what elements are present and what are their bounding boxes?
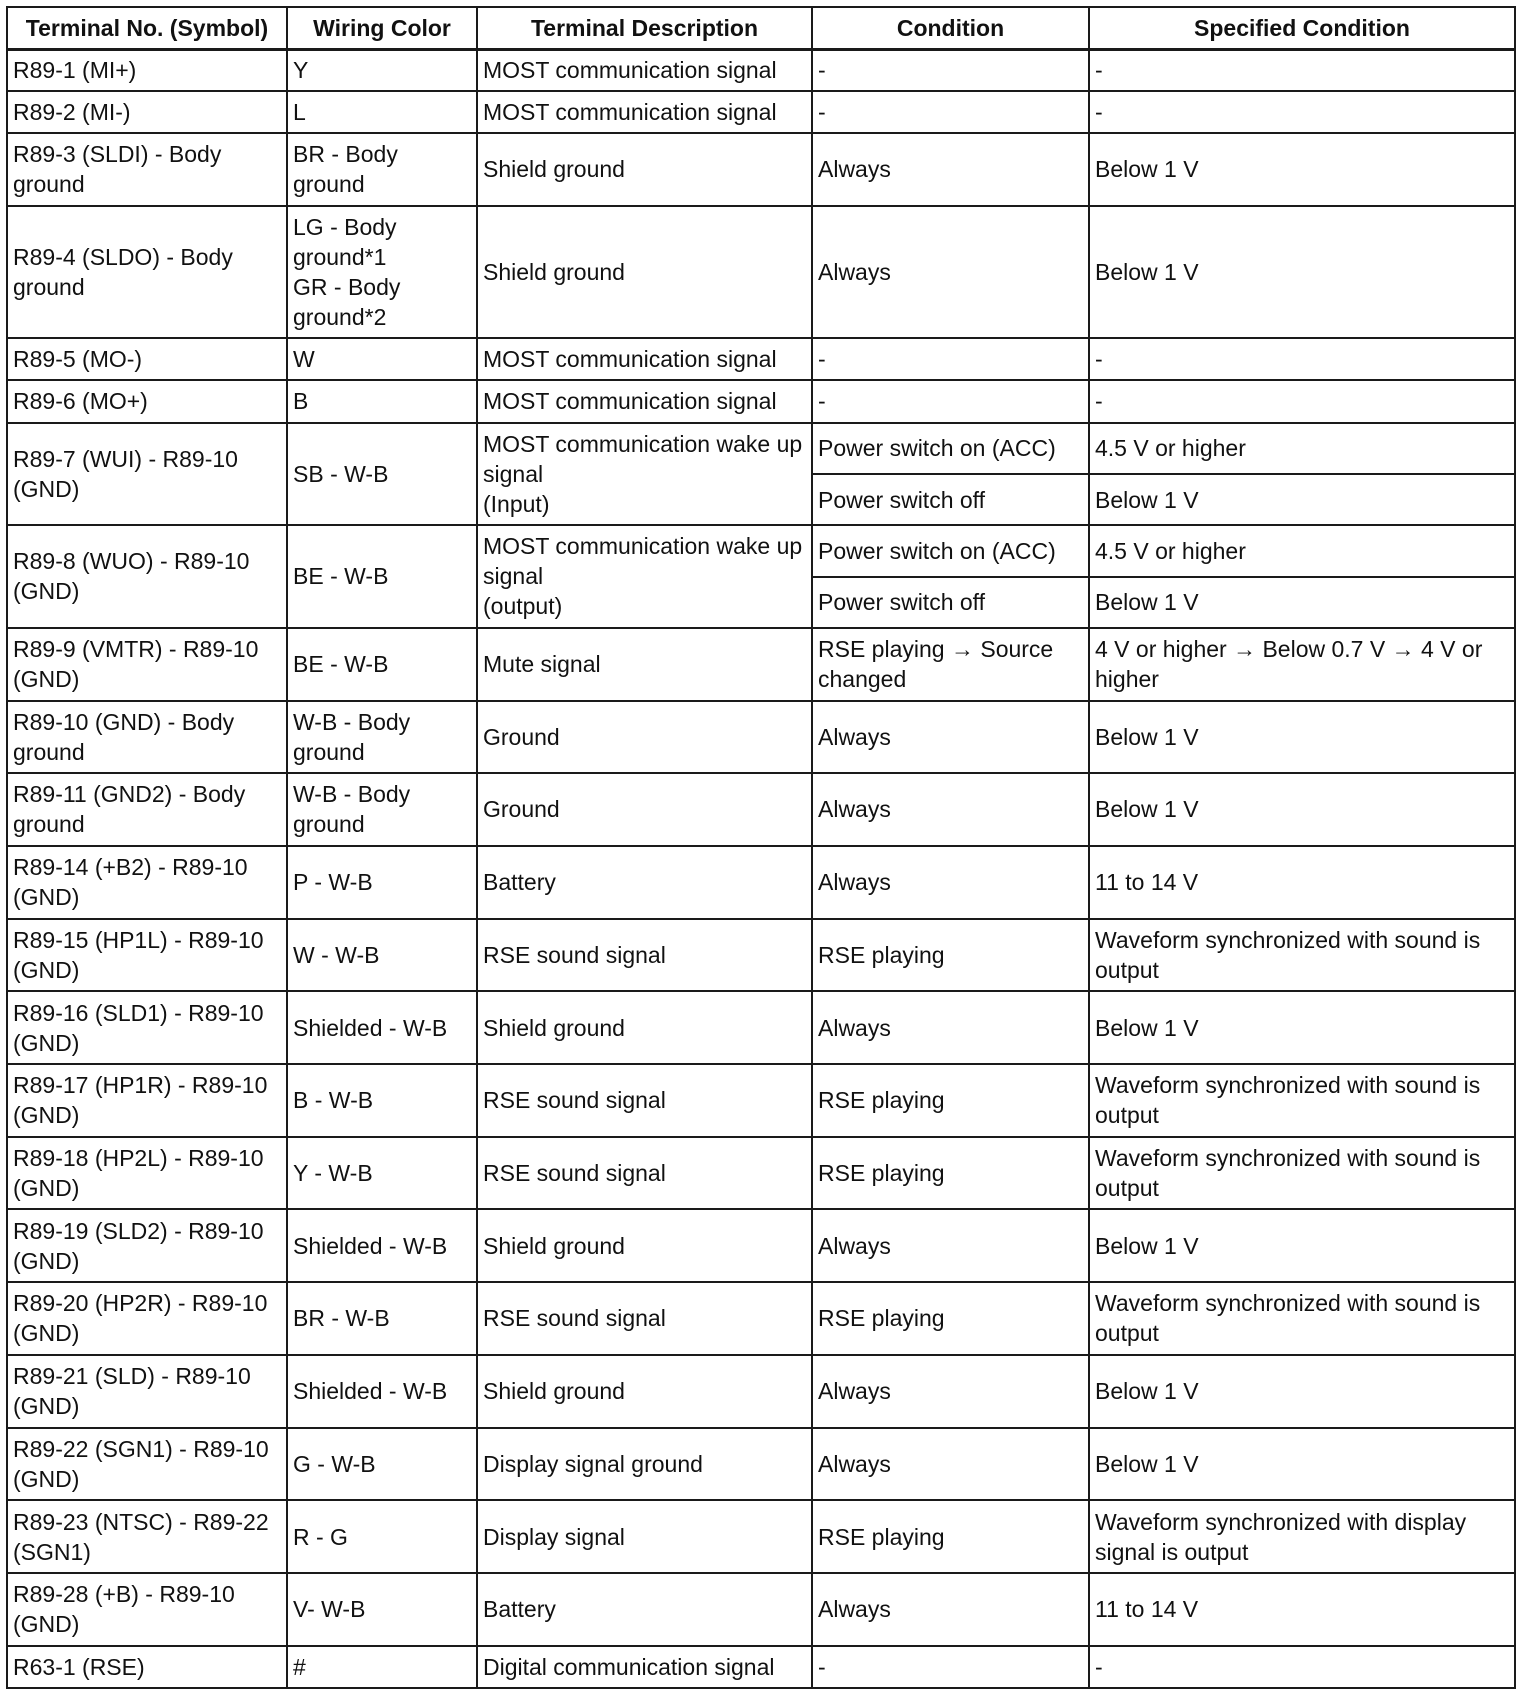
terminal-cell: R89-8 (WUO) - R89-10 (GND) — [7, 525, 287, 628]
wiring-color-cell: W-B - Body ground — [287, 701, 477, 773]
wiring-color-cell: BR - Body ground — [287, 133, 477, 205]
table-row — [7, 525, 1515, 577]
condition-cell: Always — [812, 1573, 1089, 1645]
specified-condition-cell: Below 1 V — [1089, 773, 1515, 845]
terminal-cell: R63-1 (RSE) — [7, 1646, 287, 1688]
specified-condition-cell: 4 V or higher → Below 0.7 V → 4 V or higher — [1089, 628, 1515, 701]
specified-condition-cell: 11 to 14 V — [1089, 1573, 1515, 1645]
table-row — [7, 1064, 1515, 1137]
table-row — [7, 1428, 1515, 1500]
specified-condition-cell: 11 to 14 V — [1089, 846, 1515, 919]
wiring-color-cell: B - W-B — [287, 1064, 477, 1137]
condition-cell: Always — [812, 1428, 1089, 1500]
description-cell: RSE sound signal — [477, 1064, 812, 1137]
description-cell: Shield ground — [477, 991, 812, 1063]
wiring-color-cell: BR - W-B — [287, 1282, 477, 1355]
condition-cell: Always — [812, 133, 1089, 205]
wiring-color-cell: W — [287, 338, 477, 380]
condition-cell: Power switch off — [812, 474, 1089, 525]
description-cell: Digital communication signal — [477, 1646, 812, 1688]
header-condition: Condition — [812, 7, 1089, 49]
table-row — [7, 91, 1515, 133]
wiring-color-cell: BE - W-B — [287, 628, 477, 701]
table-row — [7, 919, 1515, 991]
wiring-color-cell: Y — [287, 49, 477, 91]
header-terminal: Terminal No. (Symbol) — [7, 7, 287, 49]
condition-cell: RSE playing — [812, 919, 1089, 991]
terminal-cell: R89-21 (SLD) - R89-10 (GND) — [7, 1355, 287, 1427]
wiring-color-cell: G - W-B — [287, 1428, 477, 1500]
table-row — [7, 701, 1515, 773]
table-row — [7, 846, 1515, 919]
table-row — [7, 628, 1515, 701]
table-row — [7, 338, 1515, 380]
condition-cell: RSE playing — [812, 1500, 1089, 1573]
condition-cell: RSE playing → Source changed — [812, 628, 1089, 701]
wiring-color-cell: V- W-B — [287, 1573, 477, 1645]
header-wiring-color: Wiring Color — [287, 7, 477, 49]
terminal-cell: R89-16 (SLD1) - R89-10 (GND) — [7, 991, 287, 1063]
specified-condition-cell: - — [1089, 1646, 1515, 1688]
description-cell: Mute signal — [477, 628, 812, 701]
description-cell: Battery — [477, 846, 812, 919]
terminal-cell: R89-6 (MO+) — [7, 380, 287, 422]
condition-cell: - — [812, 338, 1089, 380]
wiring-color-cell: # — [287, 1646, 477, 1688]
description-cell: MOST communication signal — [477, 338, 812, 380]
specified-condition-cell: 4.5 V or higher — [1089, 525, 1515, 577]
header-specified-condition: Specified Condition — [1089, 7, 1515, 49]
terminal-cell: R89-15 (HP1L) - R89-10 (GND) — [7, 919, 287, 991]
condition-cell: Power switch on (ACC) — [812, 525, 1089, 577]
wiring-color-cell: B — [287, 380, 477, 422]
description-cell: Ground — [477, 773, 812, 845]
condition-cell: Always — [812, 1209, 1089, 1281]
wiring-color-cell: R - G — [287, 1500, 477, 1573]
condition-cell: - — [812, 91, 1089, 133]
wiring-color-cell: LG - Body ground*1 GR - Body ground*2 — [287, 206, 477, 339]
wiring-color-cell: Y - W-B — [287, 1137, 477, 1209]
specified-condition-cell: 4.5 V or higher — [1089, 423, 1515, 475]
specified-condition-cell: Waveform synchronized with sound is output — [1089, 1282, 1515, 1355]
terminal-cell: R89-22 (SGN1) - R89-10 (GND) — [7, 1428, 287, 1500]
terminal-cell: R89-18 (HP2L) - R89-10 (GND) — [7, 1137, 287, 1209]
wiring-color-cell: Shielded - W-B — [287, 991, 477, 1063]
condition-cell: Always — [812, 206, 1089, 339]
table-row — [7, 773, 1515, 845]
specified-condition-cell: - — [1089, 338, 1515, 380]
description-cell: RSE sound signal — [477, 1137, 812, 1209]
description-cell: Shield ground — [477, 133, 812, 205]
terminal-cell: R89-17 (HP1R) - R89-10 (GND) — [7, 1064, 287, 1137]
terminal-cell: R89-28 (+B) - R89-10 (GND) — [7, 1573, 287, 1645]
table-header — [7, 7, 1515, 49]
table-row — [7, 1137, 1515, 1209]
description-cell: Display signal — [477, 1500, 812, 1573]
condition-cell: RSE playing — [812, 1137, 1089, 1209]
table-row — [7, 1282, 1515, 1355]
terminal-cell: R89-11 (GND2) - Body ground — [7, 773, 287, 845]
wiring-color-cell: Shielded - W-B — [287, 1209, 477, 1281]
specified-condition-cell: Below 1 V — [1089, 701, 1515, 773]
specified-condition-cell: Below 1 V — [1089, 577, 1515, 628]
specified-condition-cell: Below 1 V — [1089, 474, 1515, 525]
condition-cell: - — [812, 49, 1089, 91]
terminal-spec-table — [6, 6, 1516, 1689]
terminal-cell: R89-3 (SLDI) - Body ground — [7, 133, 287, 205]
description-cell: RSE sound signal — [477, 1282, 812, 1355]
description-cell: Shield ground — [477, 1355, 812, 1427]
specified-condition-cell: Below 1 V — [1089, 206, 1515, 339]
wiring-color-cell: L — [287, 91, 477, 133]
description-cell: RSE sound signal — [477, 919, 812, 991]
wiring-color-cell: BE - W-B — [287, 525, 477, 628]
specified-condition-cell: Below 1 V — [1089, 1428, 1515, 1500]
terminal-cell: R89-2 (MI-) — [7, 91, 287, 133]
table-row — [7, 1573, 1515, 1645]
condition-cell: RSE playing — [812, 1064, 1089, 1137]
description-cell: MOST communication wake up signal (output) — [477, 525, 812, 628]
header-row — [7, 7, 1515, 49]
wiring-color-cell: Shielded - W-B — [287, 1355, 477, 1427]
terminal-cell: R89-1 (MI+) — [7, 49, 287, 91]
terminal-cell: R89-5 (MO-) — [7, 338, 287, 380]
condition-cell: Always — [812, 1355, 1089, 1427]
table-row — [7, 49, 1515, 91]
specified-condition-cell: - — [1089, 49, 1515, 91]
table-body — [7, 49, 1515, 1688]
specified-condition-cell: - — [1089, 91, 1515, 133]
description-cell: Ground — [477, 701, 812, 773]
description-cell: Shield ground — [477, 1209, 812, 1281]
specified-condition-cell: - — [1089, 380, 1515, 422]
condition-cell: Always — [812, 991, 1089, 1063]
condition-cell: Power switch off — [812, 577, 1089, 628]
table-row — [7, 206, 1515, 339]
wiring-color-cell: P - W-B — [287, 846, 477, 919]
table-row — [7, 133, 1515, 205]
specified-condition-cell: Waveform synchronized with sound is output — [1089, 1137, 1515, 1209]
description-cell: MOST communication signal — [477, 380, 812, 422]
terminal-cell: R89-4 (SLDO) - Body ground — [7, 206, 287, 339]
condition-cell: Always — [812, 846, 1089, 919]
terminal-cell: R89-19 (SLD2) - R89-10 (GND) — [7, 1209, 287, 1281]
table-row — [7, 1646, 1515, 1688]
wiring-color-cell: SB - W-B — [287, 423, 477, 526]
terminal-cell: R89-7 (WUI) - R89-10 (GND) — [7, 423, 287, 526]
condition-cell: Always — [812, 701, 1089, 773]
specified-condition-cell: Waveform synchronized with display signal is output — [1089, 1500, 1515, 1573]
description-cell: Shield ground — [477, 206, 812, 339]
terminal-cell: R89-23 (NTSC) - R89-22 (SGN1) — [7, 1500, 287, 1573]
condition-cell: Always — [812, 773, 1089, 845]
terminal-cell: R89-20 (HP2R) - R89-10 (GND) — [7, 1282, 287, 1355]
specified-condition-cell: Below 1 V — [1089, 991, 1515, 1063]
description-cell: MOST communication signal — [477, 49, 812, 91]
terminal-cell: R89-9 (VMTR) - R89-10 (GND) — [7, 628, 287, 701]
description-cell: MOST communication wake up signal (Input) — [477, 423, 812, 526]
description-cell: Battery — [477, 1573, 812, 1645]
specified-condition-cell: Below 1 V — [1089, 133, 1515, 205]
condition-cell: Power switch on (ACC) — [812, 423, 1089, 475]
table-row — [7, 1355, 1515, 1427]
wiring-color-cell: W - W-B — [287, 919, 477, 991]
specified-condition-cell: Below 1 V — [1089, 1209, 1515, 1281]
wiring-color-cell: W-B - Body ground — [287, 773, 477, 845]
table-row — [7, 380, 1515, 422]
condition-cell: - — [812, 1646, 1089, 1688]
condition-cell: RSE playing — [812, 1282, 1089, 1355]
table-row — [7, 991, 1515, 1063]
table-row — [7, 423, 1515, 475]
specified-condition-cell: Waveform synchronized with sound is output — [1089, 1064, 1515, 1137]
description-cell: Display signal ground — [477, 1428, 812, 1500]
table-row — [7, 1500, 1515, 1573]
terminal-cell: R89-14 (+B2) - R89-10 (GND) — [7, 846, 287, 919]
terminal-cell: R89-10 (GND) - Body ground — [7, 701, 287, 773]
table-row — [7, 1209, 1515, 1281]
condition-cell: - — [812, 380, 1089, 422]
header-terminal-description: Terminal Description — [477, 7, 812, 49]
specified-condition-cell: Waveform synchronized with sound is output — [1089, 919, 1515, 991]
description-cell: MOST communication signal — [477, 91, 812, 133]
specified-condition-cell: Below 1 V — [1089, 1355, 1515, 1427]
